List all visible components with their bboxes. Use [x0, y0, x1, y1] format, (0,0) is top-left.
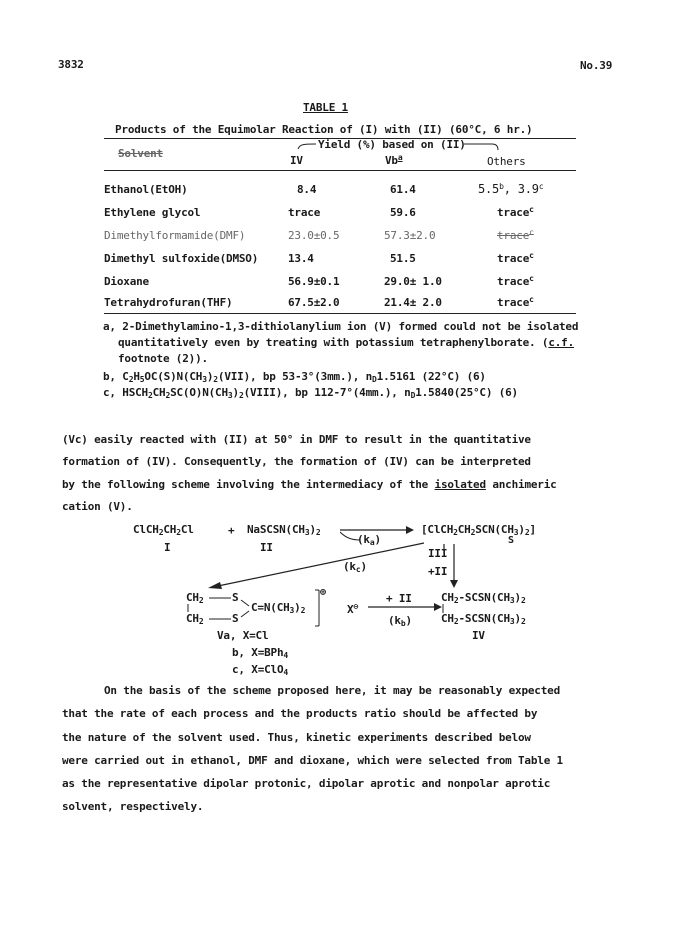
cell-others: trace$^c$	[497, 228, 534, 242]
footnote-a-line2: quantitatively even by treating with potassium tetraphenylborate. (c.f.	[118, 336, 575, 349]
para2-line4: were carried out in ethanol, DMF and dioxane, which were selected from Table 1	[62, 754, 563, 767]
col-others: Others	[487, 155, 526, 168]
cell-solvent: Ethylene glycol	[104, 206, 201, 219]
cell-vb: 57.3±2.0	[384, 229, 436, 242]
variant-a: Va, X=Cl	[217, 629, 269, 642]
footnote-b: b, $C_2H_5OC(S)N(CH_3)_2(VII)$, bp 53-3°(3mm.), $n_D1.5161$ (22°C) (6)	[103, 370, 486, 384]
page-number: 3832	[58, 58, 84, 71]
footnote-c: c, $HSCH_2CH_2SC(O)N(CH_3)_2(VIII)$, bp 112-7°(4mm.), $n_D1.5840(25^\circ C)$ (6)	[103, 386, 518, 400]
cell-vb: 21.4± 2.0	[384, 296, 442, 309]
cell-solvent: Dimethyl sulfoxide(DMSO)	[104, 252, 259, 265]
para2-line1: On the basis of the scheme proposed here, it may be reasonably expected	[104, 684, 561, 697]
cell-iv: trace	[288, 206, 321, 219]
col-iv: IV	[290, 154, 303, 167]
variant-c: c, X=ClO$_4$	[232, 663, 289, 677]
label-IV: IV	[472, 629, 485, 642]
cell-others: trace$^c$	[497, 274, 534, 288]
col-vb: Vb$^a$	[385, 153, 403, 167]
product-line2: $CH_2-SCSN(CH_3)_2$	[441, 612, 526, 626]
label-I: I	[164, 541, 171, 554]
ring-cation-center: $C=N(CH_3)_2$	[251, 601, 306, 615]
para1-line3: by the following scheme involving the intermediacy of the isolated anchimeric	[62, 478, 557, 491]
product-line1: $CH_2-SCSN(CH_3)_2$	[441, 591, 526, 605]
add-II: + II	[386, 592, 412, 605]
yield-header: Yield (%) based on (II)	[318, 138, 466, 151]
cell-solvent: Tetrahydrofuran(THF)	[104, 296, 233, 309]
cell-vb: 29.0± 1.0	[384, 275, 442, 288]
cell-vb: 61.4	[390, 183, 416, 196]
ring-s-top: S	[232, 591, 239, 604]
label-II: II	[260, 541, 273, 554]
scheme-plus: +	[228, 524, 235, 537]
footnote-a-line1: a, 2-Dimethylamino-1,3-dithiolanylium ion (V) formed could not be isolated	[103, 320, 579, 333]
thione-s: S	[508, 535, 514, 546]
para2-line6: solvent, respectively.	[62, 800, 204, 813]
positive-charge-icon: ⊕	[320, 587, 326, 598]
para1-line1: (Vc) easily reacted with (II) at 50° in DMF to result in the quantitative	[62, 433, 531, 446]
cell-others: trace$^c$	[497, 205, 534, 219]
ring-ch2-bot: $CH_2$	[186, 612, 204, 626]
ring-s-bot: S	[232, 612, 239, 625]
table-label: TABLE 1	[303, 101, 348, 114]
cell-vb: 59.6	[390, 206, 416, 219]
rate-kc: $(k_c)$	[343, 560, 367, 574]
cell-solvent: Dioxane	[104, 275, 149, 288]
arrows-kc-and-down	[148, 540, 468, 592]
cell-iv: 23.0±0.5	[288, 229, 340, 242]
footnote-a-line3: footnote (2)).	[118, 352, 208, 365]
cell-others: 5.5$^b$, 3.9$^c$	[478, 182, 544, 196]
rate-ka: $(k_a)$	[357, 533, 381, 547]
para1-line4: cation (V).	[62, 500, 133, 513]
cell-others: trace$^c$	[497, 251, 534, 265]
label-III: III	[428, 547, 448, 560]
para2-line3: the nature of the solvent used. Thus, kinetic experiments described below	[62, 731, 531, 744]
issue-number: No.39	[580, 59, 613, 72]
counter-ion: X⊖	[347, 602, 359, 616]
cell-vb: 51.5	[390, 252, 416, 265]
plus-II: +II	[428, 565, 448, 578]
cell-solvent: Dimethylformamide(DMF)	[104, 229, 246, 242]
col-solvent: Solvent	[118, 147, 163, 160]
para2-line5: as the representative dipolar protonic, dipolar aprotic and nonpolar aprotic	[62, 777, 551, 790]
rate-kb: $(k_b)$	[388, 614, 412, 628]
cell-solvent: Ethanol(EtOH)	[104, 183, 188, 196]
cell-iv: 13.4	[288, 252, 314, 265]
table-bottom-rule	[104, 313, 576, 314]
para1-line2: formation of (IV). Consequently, the formation of (IV) can be interpreted	[62, 455, 531, 468]
cell-iv: 67.5±2.0	[288, 296, 340, 309]
table-caption: Products of the Equimolar Reaction of (I) with (II) (60°C, 6 hr.)	[115, 123, 533, 136]
reactant-I: $ClCH_2CH_2Cl$	[133, 523, 194, 537]
variant-b: b, X=BPh$_4$	[232, 646, 289, 660]
product-bond	[440, 603, 446, 615]
table-header-rule	[104, 170, 576, 171]
ring-ch2-top: $CH_2$	[186, 591, 204, 605]
para2-line2: that the rate of each process and the products ratio should be affected by	[62, 707, 538, 720]
intermediate-III: $[ClCH_2CH_2SCN(CH_3)_2]$	[421, 523, 536, 537]
cell-iv: 56.9±0.1	[288, 275, 340, 288]
reactant-II: $NaSCSN(CH_3)_2$	[247, 523, 321, 537]
cell-others: trace$^c$	[497, 295, 534, 309]
cell-iv: 8.4	[297, 183, 317, 196]
